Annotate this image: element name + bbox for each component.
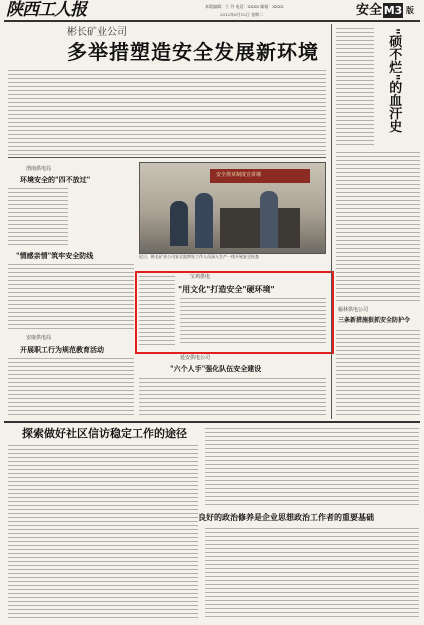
bottom-right-text-top [205, 428, 419, 508]
left-head3-kicker: 安康供电局 [26, 335, 52, 341]
left-head3: 开展职工行为规范教育活动 [20, 345, 104, 354]
main-kicker: 彬长矿业公司 [67, 27, 127, 38]
bottom-headline-2: 良好的政治修养是企业思想政治工作者的重要基础 [198, 512, 374, 522]
photo-worker-3 [260, 191, 278, 248]
page-suffix: 版 [406, 5, 414, 15]
boxed-text-left [139, 276, 175, 346]
right-top-text [336, 28, 374, 148]
vertical-title: "硕不烂"的血汗史 [386, 28, 402, 133]
top-meta: 本版编辑：于 丹 电话：XXXX 邮箱：XXXX [205, 4, 284, 9]
right-column-rule [331, 24, 332, 419]
photo-worker-2 [195, 193, 213, 248]
bottom-left-text [8, 445, 198, 620]
date-line: 2012年6月12日 星期二 [220, 12, 264, 17]
boxed-text-right [180, 298, 326, 346]
boxed-kicker: 宝鸡供电 [190, 274, 211, 280]
bottom-headline-1: 探索做好社区信访稳定工作的途径 [22, 427, 187, 440]
section-name: 安全 [356, 3, 383, 18]
paper-name: 陕西工人报 [6, 0, 86, 20]
lower-headline: "六个人手"强化队伍安全建设 [170, 364, 262, 373]
page-badge: M3 [383, 4, 403, 17]
photo-caption: 近日，彬长矿业公司安全监察处工作人员深入生产一线开展安全检查 [139, 254, 259, 259]
left-head2: "情感亲情"筑牢安全防线 [16, 251, 94, 260]
lower-text [139, 378, 326, 418]
divider [8, 157, 326, 158]
left-head1: 环境安全的"四不放过" [20, 175, 91, 184]
bottom-rule [4, 421, 420, 423]
left-story2-text [8, 264, 134, 330]
masthead-rule [4, 20, 420, 22]
right-sub-kicker: 榆林供电公司 [338, 307, 369, 313]
bottom-right-text-bottom [205, 528, 419, 620]
left-head1-kicker: 渭南供电局 [26, 166, 52, 172]
left-story1-text [8, 188, 68, 246]
right-sub-head: 三条新措施狠抓安全防护令 [338, 317, 411, 324]
right-lower-text [336, 330, 420, 418]
main-headline: 多举措塑造安全发展新环境 [67, 40, 319, 64]
right-mid-text [336, 152, 420, 302]
photo-worker-1 [170, 201, 188, 246]
photo-banner-text: 安全规章制度宣讲墙 [216, 172, 262, 178]
news-photo [139, 162, 326, 254]
left-story3-text [8, 358, 134, 418]
main-article-text [8, 70, 326, 155]
lower-kicker: 延安供电公司 [180, 355, 211, 361]
boxed-headline: "用文化"打造安全"硬环境" [178, 284, 275, 294]
